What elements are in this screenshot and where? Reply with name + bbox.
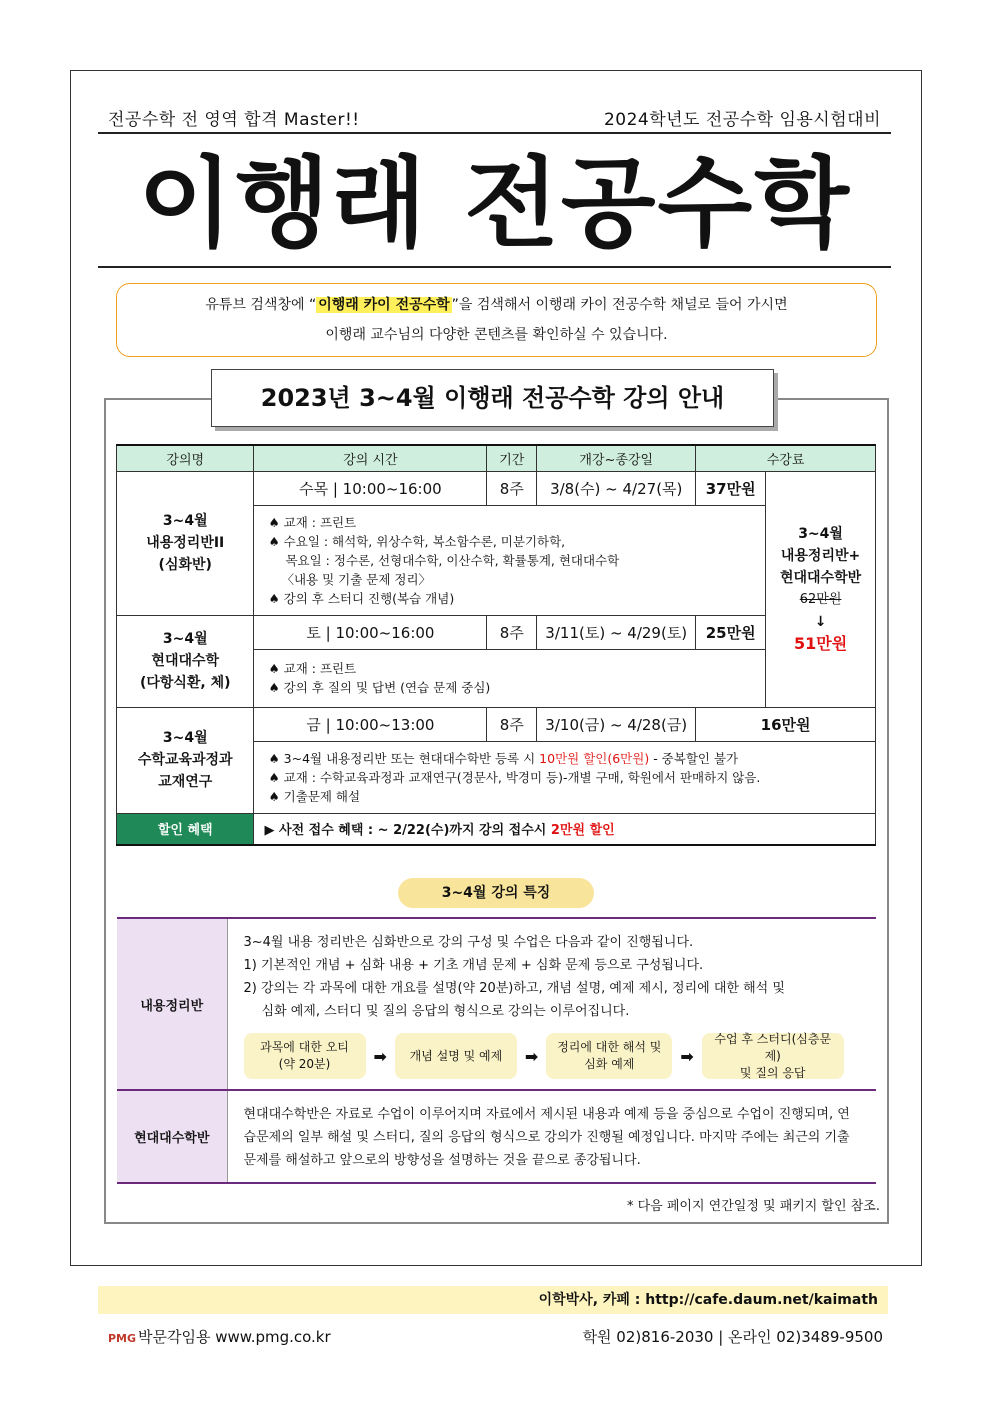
header-cell: 강의명 xyxy=(117,445,254,471)
notice-pre: 유튜브 검색창에 “ xyxy=(205,297,317,313)
course-fee: 16만원 xyxy=(696,707,876,741)
footer-phone: 학원 02)816-2030 | 온라인 02)3489-9500 xyxy=(582,1328,883,1346)
course-name-line: 내용정리반II xyxy=(146,535,225,551)
course-name-line: 3~4월 xyxy=(162,513,208,529)
course-dates: 3/8(수) ~ 4/27(목) xyxy=(537,471,696,505)
discount-row xyxy=(117,813,876,845)
discount-amount: 2만원 할인 xyxy=(550,823,615,839)
desc-line: ♠ 교재 : 수학교육과정과 교재연구(경문사, 박경미 등)-개별 구매, 학원에서 판매하지 않음. xyxy=(268,769,761,785)
feature-line: 3~4월 내용 정리반은 심화반으로 강의 구성 및 수업은 다음과 같이 진행됩니다. xyxy=(243,935,694,950)
desc-line: ♠ 강의 후 스터디 진행(복습 개념) xyxy=(268,590,455,606)
course-time: 수목 | 10:00~16:00 xyxy=(254,471,487,505)
lecture-box-title: 2023년 3~4월 이행래 전공수학 강의 안내 xyxy=(211,369,774,427)
feature-row xyxy=(117,1090,876,1183)
feature-label: 현대대수학반 xyxy=(117,1090,227,1183)
course-fee: 25만원 xyxy=(696,615,766,649)
desc-line xyxy=(268,749,861,768)
notice-line-1 xyxy=(117,290,876,320)
header-cell: 강의 시간 xyxy=(254,445,487,471)
feature-text xyxy=(227,918,876,1090)
process-steps xyxy=(244,1033,863,1079)
course-time: 토 | 10:00~16:00 xyxy=(254,615,487,649)
feature-text: 현대대수학반은 자료로 수업이 이루어지며 자료에서 제시된 내용과 예제 등을 중심으로 수업이 진행되며, 연습문제의 일부 해설 및 스터디, 질의 응답의 형식으로 강의가 진행될 예정입니다. 마지막 주에는 최근의 기출문제를 해설하고 앞으로의 방향성을 설명하는 것을 끝으로 종강됩니다. xyxy=(243,1107,850,1168)
right-arrow-icon: ➡ xyxy=(373,1046,387,1066)
course-fee: 37만원 xyxy=(696,471,766,505)
desc-line: ♠ 교재 : 프린트 xyxy=(268,514,357,530)
package-line: 현대대수학반 xyxy=(779,570,862,586)
desc-discount: 10만원 할인(6만원) xyxy=(539,750,650,766)
course-name-line: 3~4월 xyxy=(162,631,208,647)
brand-text[interactable]: 박문각임용 www.pmg.co.kr xyxy=(138,1328,331,1346)
footer-brand xyxy=(108,1326,331,1347)
course-description xyxy=(254,649,766,707)
feature-line: 2) 강의는 각 과목에 대한 개요를 설명(약 20분)하고, 개념 설명, 예제 제시, 정리에 대한 해석 및 xyxy=(243,981,785,996)
process-step: 개념 설명 및 예제 xyxy=(395,1033,517,1079)
header-cell: 수강료 xyxy=(696,445,876,471)
header-cell: 기간 xyxy=(487,445,537,471)
features-table xyxy=(117,917,876,1184)
pmg-logo-icon: PMG xyxy=(108,1332,137,1345)
package-new-price: 51만원 xyxy=(793,634,848,653)
package-old-price: 62만원 xyxy=(799,592,842,607)
header-right: 2024학년도 전공수학 임용시험대비 xyxy=(603,110,881,130)
course-weeks: 8주 xyxy=(487,471,537,505)
desc-text: ♠ 3~4월 내용정리반 또는 현대대수학반 등록 시 xyxy=(268,750,540,766)
notice-highlight: 이행래 카이 전공수학 xyxy=(318,297,450,313)
footnote: * 다음 페이지 연간일정 및 패키지 할인 참조. xyxy=(626,1199,880,1214)
cafe-link[interactable]: 이학박사, 카페 : http://cafe.daum.net/kaimath xyxy=(98,1286,888,1314)
desc-line: ♠ 강의 후 질의 및 답변 (연습 문제 중심) xyxy=(268,680,491,695)
desc-text: - 중복할인 불가 xyxy=(649,750,739,766)
header-row xyxy=(98,104,891,134)
course-name-line: 수학교육과정과 xyxy=(137,752,233,768)
discount-text-pre: ▶ 사전 접수 혜택 : ~ 2/22(수)까지 강의 접수시 xyxy=(264,823,551,839)
notice-line-2: 이행래 교수님의 다양한 콘텐츠를 확인하실 수 있습니다. xyxy=(325,327,668,343)
notice-post: ”을 검색해서 이행래 카이 전공수학 채널로 들어 가시면 xyxy=(451,297,788,313)
course-name-line: 교재연구 xyxy=(158,774,213,790)
course-weeks: 8주 xyxy=(487,707,537,741)
page-title xyxy=(98,140,891,268)
right-arrow-icon: ➡ xyxy=(680,1046,694,1066)
discount-text xyxy=(254,813,876,845)
package-line: 내용정리반+ xyxy=(780,548,861,564)
desc-line: ♠ 수요일 : 해석학, 위상수학, 복소함수론, 미분기하학, xyxy=(268,533,566,549)
course-name-line: (다항식환, 체) xyxy=(139,675,231,691)
course-name-line: (심화반) xyxy=(158,557,212,573)
feature-label: 내용정리반 xyxy=(117,918,227,1090)
course-description xyxy=(254,741,876,813)
package-fee xyxy=(766,471,876,707)
desc-line: ♠ 교재 : 프린트 xyxy=(268,661,357,676)
youtube-notice xyxy=(116,283,877,357)
course-dates: 3/10(금) ~ 4/28(금) xyxy=(537,707,696,741)
course-name xyxy=(117,707,254,813)
course-name-line: 현대대수학 xyxy=(151,653,220,669)
course-weeks: 8주 xyxy=(487,615,537,649)
table-row xyxy=(117,707,876,741)
table-row xyxy=(117,471,876,505)
footer xyxy=(108,1326,883,1347)
package-line: 3~4월 xyxy=(798,526,843,542)
feature-row xyxy=(117,918,876,1090)
course-description xyxy=(254,505,766,615)
page-title-text: 이행래 전공수학 xyxy=(138,147,851,261)
table-header-row xyxy=(117,445,876,471)
discount-label: 할인 혜택 xyxy=(117,813,254,845)
header-left: 전공수학 전 영역 합격 Master!! xyxy=(108,110,360,130)
features-pill: 3~4월 강의 특징 xyxy=(398,878,594,908)
course-name xyxy=(117,615,254,707)
process-step: 정리에 대한 해석 및 심화 예제 xyxy=(546,1033,672,1079)
header-cell: 개강~종강일 xyxy=(537,445,696,471)
desc-line: 목요일 : 정수론, 선형대수학, 이산수학, 확률통계, 현대대수학 xyxy=(285,552,620,568)
lecture-table xyxy=(116,444,876,846)
course-name-line: 3~4월 xyxy=(162,730,208,746)
feature-line: 1) 기본적인 개념 + 심화 내용 + 기초 개념 문제 + 심화 문제 등으로 구성됩니다. xyxy=(243,958,704,973)
process-step: 과목에 대한 오티 (약 20분) xyxy=(244,1033,366,1079)
table-row xyxy=(117,615,876,649)
process-step: 수업 후 스터디(심층문제) 및 질의 응답 xyxy=(702,1033,844,1079)
desc-line: ♠ 기출문제 해설 xyxy=(268,788,361,804)
down-arrow-icon: ↓ xyxy=(814,614,827,630)
course-name xyxy=(117,471,254,615)
feature-line: 심화 예제, 스터디 및 질의 응답의 형식으로 강의는 이루어집니다. xyxy=(261,1004,630,1019)
course-dates: 3/11(토) ~ 4/29(토) xyxy=(537,615,696,649)
desc-line: 〈내용 및 기출 문제 정리〉 xyxy=(281,571,432,587)
course-time: 금 | 10:00~13:00 xyxy=(254,707,487,741)
right-arrow-icon: ➡ xyxy=(524,1046,539,1066)
